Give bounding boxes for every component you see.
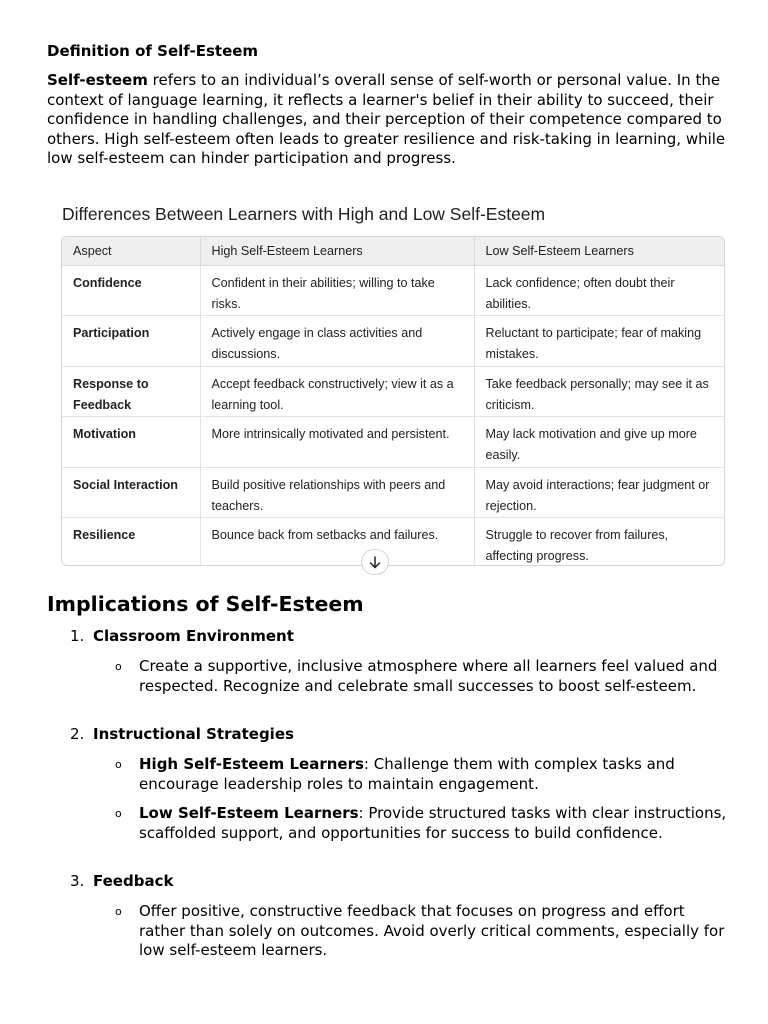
- cell-aspect: Social Interaction: [62, 467, 200, 518]
- definition-term: Self-esteem: [47, 71, 148, 89]
- cell-high: Confident in their abilities; willing to take risks.: [200, 265, 474, 316]
- definition-text: refers to an individual’s overall sense of self-worth or personal value. In the context of language learning, it reflects a learner's belief in their ability to succeed, their confidence in handling challenges, and their perception of their competence compared to others. High self-esteem often leads to greater resilience and risk-taking in learning, while low self-esteem can hinder participation and progress.: [47, 71, 726, 168]
- bullet-text: Create a supportive, inclusive atmosphere where all learners feel valued and respected. Recognize and celebrate small successes to boost self-esteem.: [139, 657, 718, 695]
- item-title: Instructional Strategies: [93, 725, 294, 743]
- header-low: Low Self-Esteem Learners: [474, 237, 724, 265]
- table-title: Differences Between Learners with High and Low Self-Esteem: [62, 204, 546, 224]
- list-item: [70, 725, 294, 745]
- bullet-text: [139, 755, 727, 794]
- bullet-bold: Low Self-Esteem Learners: [139, 804, 359, 822]
- cell-low: May avoid interactions; fear judgment or rejection.: [474, 467, 724, 518]
- table-row: [62, 316, 724, 367]
- item-title: Classroom Environment: [93, 627, 294, 645]
- table-row: [62, 265, 724, 316]
- arrow-down-icon: [369, 556, 381, 569]
- implications-heading: Implications of Self-Esteem: [47, 592, 364, 616]
- cell-aspect: Confidence: [62, 265, 200, 316]
- cell-aspect: Motivation: [62, 417, 200, 468]
- cell-aspect: Response to Feedback: [62, 366, 200, 417]
- bullet-item: [115, 657, 727, 696]
- cell-low: May lack motivation and give up more easily.: [474, 417, 724, 468]
- bullet-text: [139, 804, 727, 843]
- scroll-down-button[interactable]: [361, 549, 389, 575]
- bullet-item: [115, 804, 727, 843]
- item-number: 1.: [70, 627, 85, 645]
- table-row: [62, 467, 724, 518]
- cell-aspect: Resilience: [62, 518, 200, 567]
- bullet-marker: o: [115, 758, 122, 771]
- item-title: Feedback: [93, 872, 174, 890]
- cell-low: Lack confidence; often doubt their abilities.: [474, 265, 724, 316]
- table-row: [62, 518, 724, 567]
- cell-aspect: Participation: [62, 316, 200, 367]
- bullet-bold: High Self-Esteem Learners: [139, 755, 364, 773]
- table-row: [62, 366, 724, 417]
- list-item: [70, 627, 294, 647]
- item-number: 3.: [70, 872, 85, 890]
- bullet-body: : Provide structured tasks with clear instructions, scaffolded support, and opportunities for success to build confidence.: [139, 804, 727, 842]
- bullet-item: [115, 902, 727, 961]
- table-row: [62, 417, 724, 468]
- table-header-row: [62, 237, 724, 265]
- cell-high: Build positive relationships with peers and teachers.: [200, 467, 474, 518]
- bullet-body: : Challenge them with complex tasks and encourage leadership roles to maintain engagement.: [139, 755, 675, 793]
- header-aspect: Aspect: [62, 237, 200, 265]
- cell-low: Struggle to recover from failures, affecting progress.: [485, 528, 669, 563]
- definition-heading: Definition of Self-Esteem: [47, 42, 259, 60]
- cell-low: Take feedback personally; may see it as criticism.: [474, 366, 724, 417]
- bullet-text: Offer positive, constructive feedback that focuses on progress and effort rather than solely on outcomes. Avoid overly critical comments, especially for low self-esteem learners.: [139, 902, 725, 960]
- cell-high: Bounce back from setbacks and failures.: [200, 518, 474, 567]
- bullet-item: [115, 755, 727, 794]
- bullet-marker: o: [115, 905, 122, 918]
- definition-paragraph: [47, 71, 727, 169]
- item-number: 2.: [70, 725, 85, 743]
- cell-low: Reluctant to participate; fear of making mistakes.: [474, 316, 724, 367]
- list-item: [70, 872, 173, 892]
- comparison-table: [61, 236, 725, 566]
- bullet-marker: o: [115, 807, 122, 820]
- cell-high: More intrinsically motivated and persistent.: [200, 417, 474, 468]
- cell-high: Actively engage in class activities and discussions.: [200, 316, 474, 367]
- bullet-marker: o: [115, 660, 122, 673]
- header-high: High Self-Esteem Learners: [200, 237, 474, 265]
- cell-high: Accept feedback constructively; view it as a learning tool.: [200, 366, 474, 417]
